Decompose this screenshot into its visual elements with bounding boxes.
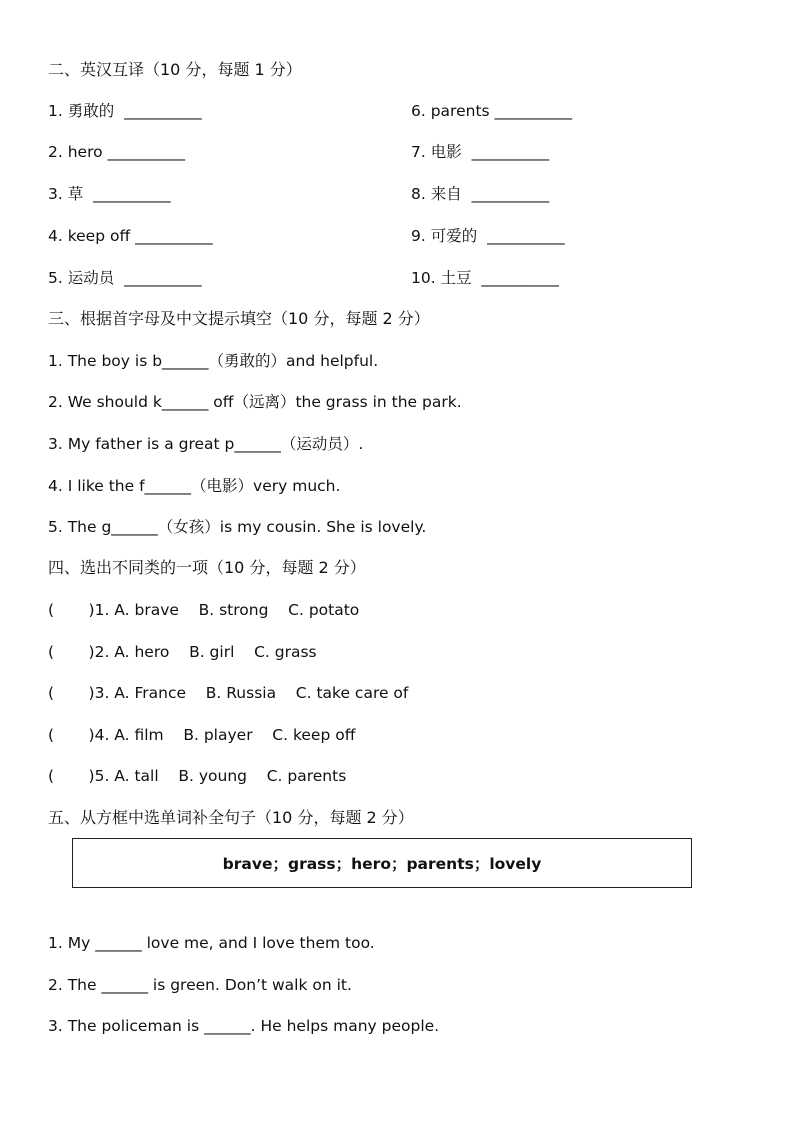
sentence-item-3: 3. The policeman is ______. He helps many people. <box>48 1017 440 1035</box>
translation-item-9: 9. 可爱的 __________ <box>411 227 565 245</box>
translation-item-4: 4. keep off __________ <box>48 227 213 245</box>
translation-item-5: 5. 运动员 __________ <box>48 269 202 287</box>
fill-blank-item-5: 5. The g______（女孩）is my cousin. She is lovely. <box>48 518 427 536</box>
section-5-heading: 五、从方框中选单词补全句子（10 分，每题 2 分） <box>48 808 414 827</box>
translation-item-8: 8. 来自 __________ <box>411 185 550 203</box>
fill-blank-item-2: 2. We should k______ off（远离）the grass in the park. <box>48 393 462 411</box>
odd-one-out-item-4: ( )4. A. film B. player C. keep off <box>48 726 356 744</box>
translation-item-10: 10. 土豆 __________ <box>411 269 559 287</box>
odd-one-out-item-3: ( )3. A. France B. Russia C. take care of <box>48 684 409 702</box>
sentence-item-2: 2. The ______ is green. Don’t walk on it. <box>48 976 352 994</box>
fill-blank-item-4: 4. I like the f______（电影）very much. <box>48 477 341 495</box>
section-4-heading: 四、选出不同类的一项（10 分，每题 2 分） <box>48 558 366 577</box>
odd-one-out-item-1: ( )1. A. brave B. strong C. potato <box>48 601 360 619</box>
odd-one-out-item-2: ( )2. A. hero B. girl C. grass <box>48 643 317 661</box>
section-2-heading: 二、英汉互译（10 分，每题 1 分） <box>48 60 302 79</box>
translation-item-7: 7. 电影 __________ <box>411 143 550 161</box>
section-3-heading: 三、根据首字母及中文提示填空（10 分，每题 2 分） <box>48 309 430 328</box>
translation-item-6: 6. parents __________ <box>411 102 573 120</box>
odd-one-out-item-5: ( )5. A. tall B. young C. parents <box>48 767 347 785</box>
word-box-words: brave；grass；hero；parents；lovely <box>222 855 542 873</box>
word-box <box>72 838 692 888</box>
fill-blank-item-1: 1. The boy is b______（勇敢的）and helpful. <box>48 352 379 370</box>
fill-blank-item-3: 3. My father is a great p______（运动员）. <box>48 435 364 453</box>
translation-item-2: 2. hero __________ <box>48 143 186 161</box>
sentence-item-1: 1. My ______ love me, and I love them too. <box>48 934 375 952</box>
translation-item-1: 1. 勇敢的 __________ <box>48 102 202 120</box>
translation-item-3: 3. 草 __________ <box>48 185 171 203</box>
